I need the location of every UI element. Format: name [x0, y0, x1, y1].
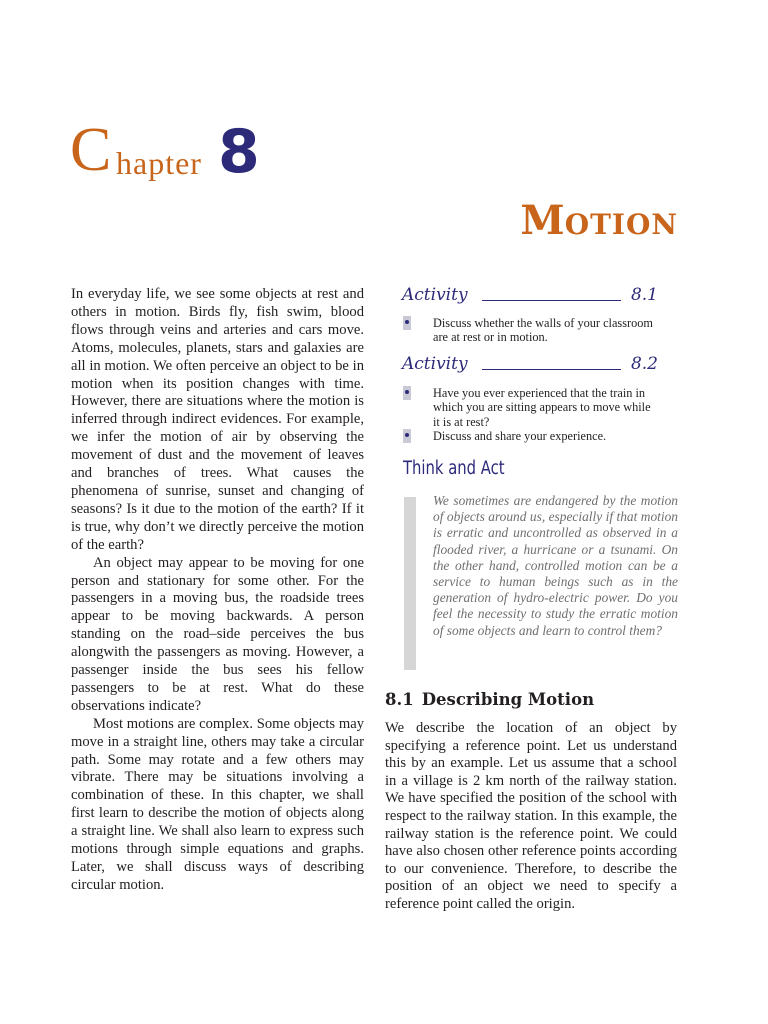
activity-number: 8.2 [630, 354, 658, 374]
bullet-icon [403, 386, 411, 400]
activity-8-1-heading [402, 284, 658, 308]
list-item: Discuss whether the walls of your classroom are at rest or in motion. [403, 316, 660, 345]
activity-label: Activity [402, 354, 468, 374]
title-rest: OTION [564, 208, 678, 241]
section-number: 8.1 [385, 690, 414, 709]
right-column-text [385, 720, 677, 914]
intro-paragraph-3: Most motions are complex. Some objects may move in a straight line, others may take a circular path. Some may rotate and a few others may vibrate. There may be situations involving a combination of these. In this chapter, we shall first learn to describe the motion of objects along a straight line. We shall also learn to express such motions through simple equations and graphs. Later, we shall discuss ways of describing circular motion. [71, 715, 364, 893]
activity-8-1-list [403, 316, 660, 345]
activity-8-2-heading [402, 353, 658, 377]
left-column [71, 286, 364, 895]
activity-rule [482, 300, 621, 301]
chapter-word: hapter [116, 145, 202, 181]
bullet-icon [403, 429, 411, 443]
intro-paragraph-1: In everyday life, we see some objects at rest and others in motion. Birds fly, fish swim, blood flows through veins and arteries and cars move. Atoms, molecules, planets, stars and galaxies are all in motion. We often perceive an object to be in motion when its position changes with time. However, there are situations where the motion is inferred through indirect evidences. For example, we infer the motion of air by observing the movement of dust and the movement of leaves and branches of trees. What causes the phenomena of sunrise, sunset and changing of seasons? Is it due to the motion of the earth? If it is true, why don’t we directly perceive the motion of the earth? [71, 286, 364, 553]
think-and-act-title: Think and Act [403, 458, 505, 479]
list-item: Discuss and share your experience. [403, 429, 660, 443]
think-and-act-bar [404, 497, 416, 670]
section-heading [385, 688, 594, 712]
title-first-letter: M [520, 197, 565, 244]
list-item: Have you ever experienced that the train in which you are sitting appears to move while it is at rest? [403, 386, 660, 429]
bullet-icon [403, 316, 411, 330]
think-and-act-text: We sometimes are endangered by the motion of objects around us, especially if that motion is erratic and uncontrolled as observed in a flooded river, a hurricane or a tsunami. On the other hand, controlled motion can be a service to human beings such as in the generation of hydro-electric power. Do you feel the necessity to study the erratic motion of some objects and learn to control them? [433, 493, 678, 638]
intro-paragraph-2: An object may appear to be moving for one person and stationary for some other. For the passengers in a moving bus, the roadside trees appear to be moving backwards. A person standing on the road–side perceives the bus alongwith the passengers as moving. However, a passenger inside the bus sees his fellow passengers to be at rest. What do these observations indicate? [71, 554, 364, 714]
chapter-number: 8 [218, 117, 260, 187]
chapter-title [520, 196, 678, 250]
activity-label: Activity [402, 285, 468, 305]
section-paragraph: We describe the location of an object by specifying a reference point. Let us understand this by an example. Let us assume that a school in a village is 2 km north of the railway station. We have specified the position of the school with respect to the railway station. In this example, the railway station is the reference point. We could have also chosen other reference points according to our convenience. Therefore, to describe the position of an object we need to specify a reference point called the origin. [385, 720, 677, 912]
activity-rule [482, 369, 621, 370]
activity-8-2-list [403, 386, 660, 444]
chapter-initial: C [70, 116, 112, 184]
section-title: Describing Motion [421, 690, 595, 709]
activity-number: 8.1 [630, 285, 658, 305]
